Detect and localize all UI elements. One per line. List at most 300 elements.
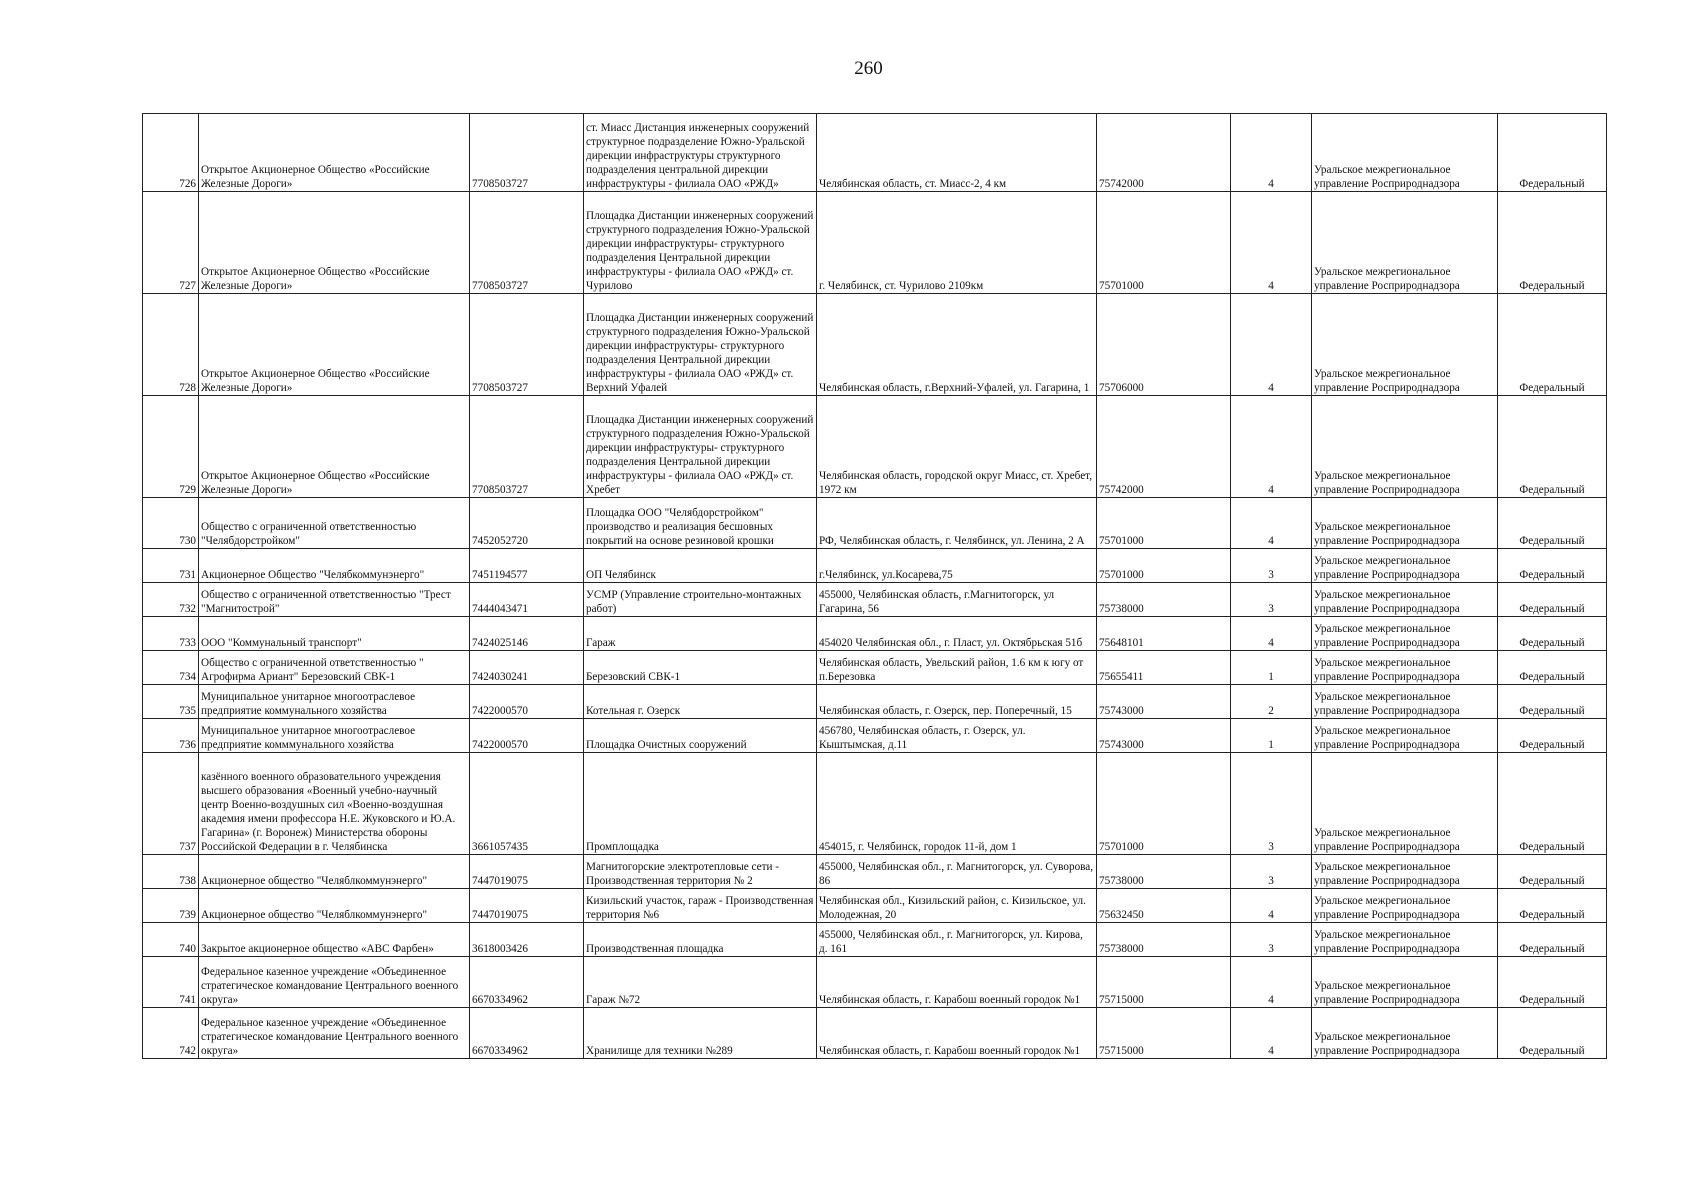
object-address-text: 455000, Челябинская обл., г. Магнитогорск, ул. Суворова, 86: [819, 861, 1094, 887]
row-number-text: 726: [179, 178, 196, 190]
organization-name: [199, 1008, 470, 1059]
oktmo-code-text: 75706000: [1099, 382, 1144, 394]
supervision-level-text: Федеральный: [1519, 705, 1585, 717]
oktmo-code: [1097, 617, 1231, 651]
object-name: [584, 114, 817, 192]
inn-value-text: 7708503727: [472, 178, 528, 190]
inn-value-text: 7447019075: [472, 875, 528, 887]
object-address: [817, 753, 1097, 855]
object-name-text: УСМР (Управление строительно-монтажных работ): [586, 589, 802, 615]
supervisory-authority-text: Уральское межрегиональное управление Росприроднадзора: [1314, 555, 1460, 581]
organization-name: [199, 498, 470, 549]
organization-name: [199, 855, 470, 889]
inn-value-text: 6670334962: [472, 1045, 528, 1057]
object-address-text: Челябинская область, ст. Миасс-2, 4 км: [819, 178, 1007, 190]
inn-value-text: 7424025146: [472, 637, 528, 649]
object-address: [817, 583, 1097, 617]
object-name-text: Березовский СВК-1: [586, 671, 681, 683]
oktmo-code: [1097, 855, 1231, 889]
oktmo-code-text: 75742000: [1099, 178, 1144, 190]
table-row: [143, 396, 1607, 498]
object-name-text: Площадка Дистанции инженерных сооружений структурного подразделения Южно-Уральской дирекции инфраструктуры- структурного подразделения Центральной дирекции инфраструктуры - филиала ОАО «РЖД» ст. Верхний Уфалей: [586, 312, 814, 394]
category-value-text: 4: [1268, 178, 1274, 190]
organization-name-text: Открытое Акционерное Общество «Российские Железные Дороги»: [201, 368, 430, 394]
supervision-level: [1498, 685, 1607, 719]
category-value: [1231, 114, 1312, 192]
inn-value: [470, 753, 584, 855]
supervision-level: [1498, 1008, 1607, 1059]
object-name-text: Гараж №72: [586, 994, 641, 1006]
inn-value: [470, 583, 584, 617]
category-value-text: 4: [1268, 994, 1274, 1006]
row-number: [143, 855, 199, 889]
inn-value: [470, 1008, 584, 1059]
object-name-text: Площадка ООО "Челябдорстройком" производство и реализация бесшовных покрытий на основе резиновой крошки: [586, 507, 774, 547]
oktmo-code-text: 75743000: [1099, 705, 1144, 717]
supervisory-authority-text: Уральское межрегиональное управление Росприроднадзора: [1314, 861, 1460, 887]
supervision-level: [1498, 889, 1607, 923]
supervisory-authority: [1312, 923, 1498, 957]
supervisory-authority-text: Уральское межрегиональное управление Росприроднадзора: [1314, 266, 1460, 292]
oktmo-code-text: 75715000: [1099, 994, 1144, 1006]
row-number-text: 736: [179, 739, 196, 751]
inn-value-text: 3661057435: [472, 841, 528, 853]
object-address: [817, 719, 1097, 753]
inn-value: [470, 192, 584, 294]
inn-value: [470, 685, 584, 719]
row-number-text: 728: [179, 382, 196, 394]
row-number: [143, 923, 199, 957]
supervision-level-text: Федеральный: [1519, 603, 1585, 615]
supervisory-authority: [1312, 889, 1498, 923]
object-address-text: 455000, Челябинская обл., г. Магнитогорск, ул. Кирова, д. 161: [819, 929, 1083, 955]
category-value-text: 4: [1268, 909, 1274, 921]
object-address: [817, 923, 1097, 957]
organization-name-text: Федеральное казенное учреждение «Объединенное стратегическое командование Центрального военного округа»: [201, 1017, 459, 1057]
oktmo-code: [1097, 396, 1231, 498]
object-address: [817, 617, 1097, 651]
row-number-text: 730: [179, 535, 196, 547]
supervision-level-text: Федеральный: [1519, 484, 1585, 496]
inn-value: [470, 651, 584, 685]
supervisory-authority: [1312, 957, 1498, 1008]
organization-name: [199, 396, 470, 498]
registry-table: [142, 113, 1607, 1059]
organization-name: [199, 651, 470, 685]
category-value-text: 2: [1268, 705, 1274, 717]
inn-value: [470, 719, 584, 753]
object-address-text: 454020 Челябинская обл., г. Пласт, ул. Октябрьская 51б: [819, 637, 1083, 649]
category-value: [1231, 294, 1312, 396]
table-row: [143, 114, 1607, 192]
oktmo-code: [1097, 294, 1231, 396]
category-value-text: 1: [1268, 739, 1274, 751]
oktmo-code-text: 75701000: [1099, 569, 1144, 581]
supervisory-authority-text: Уральское межрегиональное управление Росприроднадзора: [1314, 895, 1460, 921]
object-name: [584, 685, 817, 719]
object-address-text: Челябинская область, городской округ Миасс, ст. Хребет, 1972 км: [819, 470, 1093, 496]
inn-value: [470, 549, 584, 583]
object-name-text: Магнитогорские электротепловые сети - Производственная территория № 2: [586, 861, 780, 887]
organization-name: [199, 549, 470, 583]
oktmo-code-text: 75701000: [1099, 841, 1144, 853]
supervision-level: [1498, 651, 1607, 685]
oktmo-code-text: 75743000: [1099, 739, 1144, 751]
organization-name-text: Открытое Акционерное Общество «Российские Железные Дороги»: [201, 470, 430, 496]
object-address: [817, 294, 1097, 396]
table-row: [143, 498, 1607, 549]
organization-name: [199, 583, 470, 617]
supervision-level: [1498, 855, 1607, 889]
category-value: [1231, 957, 1312, 1008]
object-name: [584, 396, 817, 498]
supervision-level-text: Федеральный: [1519, 671, 1585, 683]
object-name-text: ст. Миасс Дистанция инженерных сооружений структурное подразделение Южно-Уральской дирекции инфраструктуры структурного подразделения центральной дирекции инфраструктуры - филиала ОАО «РЖД»: [586, 122, 810, 190]
supervision-level-text: Федеральный: [1519, 739, 1585, 751]
supervision-level-text: Федеральный: [1519, 178, 1585, 190]
table-row: [143, 753, 1607, 855]
category-value-text: 3: [1268, 603, 1274, 615]
oktmo-code: [1097, 583, 1231, 617]
supervisory-authority: [1312, 719, 1498, 753]
object-name-text: Промплощадка: [586, 841, 659, 853]
organization-name: [199, 294, 470, 396]
inn-value-text: 7708503727: [472, 484, 528, 496]
category-value: [1231, 498, 1312, 549]
row-number: [143, 294, 199, 396]
oktmo-code: [1097, 923, 1231, 957]
object-name: [584, 753, 817, 855]
category-value-text: 4: [1268, 637, 1274, 649]
row-number: [143, 719, 199, 753]
inn-value: [470, 923, 584, 957]
object-name: [584, 719, 817, 753]
organization-name-text: ООО "Коммунальный транспорт": [201, 637, 362, 649]
category-value-text: 4: [1268, 535, 1274, 547]
object-name: [584, 855, 817, 889]
oktmo-code-text: 75655411: [1099, 671, 1144, 683]
organization-name-text: Муниципальное унитарное многоотраслевое предприятие комммунального хозяйства: [201, 725, 416, 751]
supervisory-authority-text: Уральское межрегиональное управление Росприроднадзора: [1314, 589, 1460, 615]
supervision-level: [1498, 583, 1607, 617]
inn-value-text: 7708503727: [472, 382, 528, 394]
organization-name: [199, 617, 470, 651]
category-value: [1231, 651, 1312, 685]
organization-name-text: Федеральное казенное учреждение «Объединенное стратегическое командование Центрального военного округа»: [201, 966, 459, 1006]
inn-value-text: 7447019075: [472, 909, 528, 921]
object-address: [817, 549, 1097, 583]
inn-value: [470, 294, 584, 396]
row-number: [143, 753, 199, 855]
object-name-text: Кизильский участок, гараж - Производственная территория №6: [586, 895, 814, 921]
row-number-text: 738: [179, 875, 196, 887]
table-row: [143, 617, 1607, 651]
object-address: [817, 396, 1097, 498]
supervisory-authority-text: Уральское межрегиональное управление Росприроднадзора: [1314, 623, 1460, 649]
oktmo-code-text: 75632450: [1099, 909, 1144, 921]
object-name-text: Площадка Дистанции инженерных сооружений структурного подразделения Южно-Уральской дирекции инфраструктуры- структурного подразделения Центральной дирекции инфраструктуры - филиала ОАО «РЖД» ст. Чурилово: [586, 210, 814, 292]
supervisory-authority: [1312, 396, 1498, 498]
inn-value-text: 7708503727: [472, 280, 528, 292]
organization-name-text: Акционерное общество "Челяблкоммунэнерго": [201, 875, 428, 887]
inn-value: [470, 889, 584, 923]
supervision-level-text: Федеральный: [1519, 841, 1585, 853]
table-row: [143, 583, 1607, 617]
row-number-text: 729: [179, 484, 196, 496]
row-number: [143, 685, 199, 719]
row-number: [143, 396, 199, 498]
object-address: [817, 651, 1097, 685]
organization-name-text: Открытое Акционерное Общество «Российские Железные Дороги»: [201, 266, 430, 292]
organization-name-text: Закрытое акционерное общество «АВС Фарбен»: [201, 943, 434, 955]
category-value: [1231, 923, 1312, 957]
table-row: [143, 294, 1607, 396]
oktmo-code-text: 75701000: [1099, 280, 1144, 292]
table-row: [143, 855, 1607, 889]
organization-name: [199, 923, 470, 957]
supervision-level: [1498, 294, 1607, 396]
object-name: [584, 957, 817, 1008]
inn-value: [470, 396, 584, 498]
inn-value-text: 7451194577: [472, 569, 528, 581]
organization-name-text: Акционерное Общество "Челябкоммунэнерго": [201, 569, 425, 581]
object-name-text: ОП Челябинск: [586, 569, 656, 581]
table-row: [143, 685, 1607, 719]
organization-name-text: Общество с ограниченной ответственностью "Трест "Магнитострой": [201, 589, 451, 615]
row-number-text: 733: [179, 637, 196, 649]
category-value-text: 3: [1268, 943, 1274, 955]
organization-name-text: Акционерное общество "Челяблкоммунэнерго": [201, 909, 428, 921]
row-number-text: 737: [179, 841, 196, 853]
row-number: [143, 498, 199, 549]
oktmo-code: [1097, 957, 1231, 1008]
category-value-text: 1: [1268, 671, 1274, 683]
organization-name-text: Открытое Акционерное Общество «Российские Железные Дороги»: [201, 164, 430, 190]
organization-name-text: казённого военного образовательного учреждения высшего образования «Военный учебно-научный центр Военно-воздушных сил «Военно-воздушная академия имени профессора Н.Е. Жуковского и Ю.А. Гагарина» (г. Воронеж) Министерства обороны Российской Федерации в г. Челябинска: [201, 771, 456, 853]
category-value-text: 4: [1268, 484, 1274, 496]
row-number: [143, 583, 199, 617]
category-value: [1231, 583, 1312, 617]
supervision-level-text: Федеральный: [1519, 535, 1585, 547]
inn-value-text: 7452052720: [472, 535, 528, 547]
supervision-level-text: Федеральный: [1519, 382, 1585, 394]
organization-name: [199, 719, 470, 753]
supervision-level: [1498, 719, 1607, 753]
organization-name-text: Общество с ограниченной ответственностью " Агрофирма Ариант" Березовский СВК-1: [201, 657, 424, 683]
supervisory-authority: [1312, 583, 1498, 617]
oktmo-code-text: 75738000: [1099, 603, 1144, 615]
organization-name: [199, 685, 470, 719]
oktmo-code: [1097, 498, 1231, 549]
table-row: [143, 889, 1607, 923]
object-address-text: 454015, г. Челябинск, городок 11-й, дом 1: [819, 841, 1017, 853]
object-address: [817, 1008, 1097, 1059]
category-value: [1231, 549, 1312, 583]
object-name-text: Площадка Дистанции инженерных сооружений структурного подразделения Южно-Уральской дирекции инфраструктуры- структурного подразделения Центральной дирекции инфраструктуры - филиала ОАО «РЖД» ст. Хребет: [586, 414, 814, 496]
inn-value-text: 6670334962: [472, 994, 528, 1006]
oktmo-code-text: 75742000: [1099, 484, 1144, 496]
supervisory-authority: [1312, 685, 1498, 719]
object-name: [584, 617, 817, 651]
supervision-level-text: Федеральный: [1519, 569, 1585, 581]
supervisory-authority-text: Уральское межрегиональное управление Росприроднадзора: [1314, 827, 1460, 853]
object-address: [817, 855, 1097, 889]
category-value-text: 4: [1268, 280, 1274, 292]
supervisory-authority-text: Уральское межрегиональное управление Росприроднадзора: [1314, 657, 1460, 683]
category-value: [1231, 396, 1312, 498]
row-number-text: 741: [179, 994, 196, 1006]
inn-value: [470, 617, 584, 651]
row-number: [143, 114, 199, 192]
supervision-level-text: Федеральный: [1519, 637, 1585, 649]
object-address: [817, 889, 1097, 923]
supervision-level: [1498, 923, 1607, 957]
supervisory-authority: [1312, 651, 1498, 685]
object-address-text: Челябинская область, г. Карабош военный городок №1: [819, 994, 1081, 1006]
oktmo-code: [1097, 549, 1231, 583]
object-address-text: РФ, Челябинская область, г. Челябинск, ул. Ленина, 2 А: [819, 535, 1085, 547]
page-number: 260: [854, 58, 883, 79]
supervision-level-text: Федеральный: [1519, 280, 1585, 292]
oktmo-code-text: 75648101: [1099, 637, 1144, 649]
oktmo-code: [1097, 889, 1231, 923]
object-name: [584, 294, 817, 396]
object-name: [584, 651, 817, 685]
category-value: [1231, 889, 1312, 923]
supervisory-authority-text: Уральское межрегиональное управление Росприроднадзора: [1314, 980, 1460, 1006]
object-address-text: Челябинская область, г.Верхний-Уфалей, ул. Гагарина, 1: [819, 382, 1090, 394]
oktmo-code: [1097, 1008, 1231, 1059]
object-name-text: Площадка Очистных сооружений: [586, 739, 747, 751]
row-number-text: 742: [179, 1045, 196, 1057]
supervision-level-text: Федеральный: [1519, 875, 1585, 887]
table-row: [143, 923, 1607, 957]
object-address: [817, 498, 1097, 549]
category-value-text: 3: [1268, 841, 1274, 853]
row-number: [143, 192, 199, 294]
object-address-text: 456780, Челябинская область, г. Озерск, ул. Кыштымская, д.11: [819, 725, 1026, 751]
category-value-text: 4: [1268, 1045, 1274, 1057]
object-name: [584, 889, 817, 923]
row-number: [143, 617, 199, 651]
inn-value: [470, 855, 584, 889]
supervision-level-text: Федеральный: [1519, 994, 1585, 1006]
organization-name: [199, 192, 470, 294]
row-number-text: 734: [179, 671, 196, 683]
oktmo-code-text: 75738000: [1099, 943, 1144, 955]
supervision-level: [1498, 753, 1607, 855]
supervisory-authority-text: Уральское межрегиональное управление Росприроднадзора: [1314, 1031, 1460, 1057]
table-row: [143, 192, 1607, 294]
row-number-text: 732: [179, 603, 196, 615]
supervisory-authority: [1312, 294, 1498, 396]
category-value-text: 3: [1268, 569, 1274, 581]
supervision-level: [1498, 549, 1607, 583]
supervisory-authority-text: Уральское межрегиональное управление Росприроднадзора: [1314, 164, 1460, 190]
row-number: [143, 889, 199, 923]
row-number-text: 731: [179, 569, 196, 581]
category-value: [1231, 192, 1312, 294]
oktmo-code-text: 75738000: [1099, 875, 1144, 887]
object-address: [817, 957, 1097, 1008]
organization-name: [199, 114, 470, 192]
category-value: [1231, 719, 1312, 753]
object-address: [817, 685, 1097, 719]
inn-value-text: 7424030241: [472, 671, 528, 683]
organization-name: [199, 753, 470, 855]
object-address-text: Челябинская обл., Кизильский район, с. Кизильское, ул. Молодежная, 20: [819, 895, 1086, 921]
supervision-level-text: Федеральный: [1519, 909, 1585, 921]
object-name: [584, 583, 817, 617]
supervision-level: [1498, 192, 1607, 294]
supervision-level: [1498, 396, 1607, 498]
oktmo-code-text: 75715000: [1099, 1045, 1144, 1057]
row-number-text: 740: [179, 943, 196, 955]
row-number: [143, 957, 199, 1008]
oktmo-code: [1097, 719, 1231, 753]
inn-value-text: 7422000570: [472, 739, 528, 751]
inn-value-text: 7422000570: [472, 705, 528, 717]
object-name: [584, 498, 817, 549]
organization-name-text: Муниципальное унитарное многоотраслевое предприятие коммунального хозяйства: [201, 691, 416, 717]
category-value-text: 3: [1268, 875, 1274, 887]
object-name: [584, 1008, 817, 1059]
supervisory-authority: [1312, 1008, 1498, 1059]
supervisory-authority-text: Уральское межрегиональное управление Росприроднадзора: [1314, 470, 1460, 496]
oktmo-code: [1097, 651, 1231, 685]
supervisory-authority: [1312, 498, 1498, 549]
oktmo-code: [1097, 192, 1231, 294]
table-row: [143, 549, 1607, 583]
organization-name-text: Общество с ограниченной ответственностью "Челябдорстройком": [201, 521, 417, 547]
object-address: [817, 192, 1097, 294]
object-address-text: 455000, Челябинская область, г.Магнитогорск, ул Гагарина, 56: [819, 589, 1055, 615]
object-name-text: Гараж: [586, 637, 616, 649]
supervisory-authority: [1312, 114, 1498, 192]
supervision-level-text: Федеральный: [1519, 1045, 1585, 1057]
object-name: [584, 549, 817, 583]
inn-value: [470, 957, 584, 1008]
row-number-text: 727: [179, 280, 196, 292]
object-address-text: Челябинская область, Увельский район, 1.6 км к югу от п.Березовка: [819, 657, 1084, 683]
category-value: [1231, 1008, 1312, 1059]
object-name-text: Производственная площадка: [586, 943, 724, 955]
object-address: [817, 114, 1097, 192]
supervision-level-text: Федеральный: [1519, 943, 1585, 955]
supervision-level: [1498, 957, 1607, 1008]
supervision-level: [1498, 498, 1607, 549]
table-row: [143, 651, 1607, 685]
object-address-text: г.Челябинск, ул.Косарева,75: [819, 569, 953, 581]
supervisory-authority: [1312, 192, 1498, 294]
supervisory-authority-text: Уральское межрегиональное управление Росприроднадзора: [1314, 929, 1460, 955]
object-address-text: Челябинская область, г. Озерск, пер. Поперечный, 15: [819, 705, 1072, 717]
row-number: [143, 1008, 199, 1059]
object-address-text: Челябинская область, г. Карабош военный городок №1: [819, 1045, 1081, 1057]
supervisory-authority-text: Уральское межрегиональное управление Росприроднадзора: [1314, 691, 1460, 717]
category-value: [1231, 753, 1312, 855]
table-row: [143, 957, 1607, 1008]
row-number-text: 739: [179, 909, 196, 921]
supervisory-authority-text: Уральское межрегиональное управление Росприроднадзора: [1314, 368, 1460, 394]
row-number-text: 735: [179, 705, 196, 717]
object-name: [584, 923, 817, 957]
object-name-text: Котельная г. Озерск: [586, 705, 681, 717]
inn-value-text: 7444043471: [472, 603, 528, 615]
organization-name: [199, 889, 470, 923]
object-name: [584, 192, 817, 294]
category-value: [1231, 855, 1312, 889]
